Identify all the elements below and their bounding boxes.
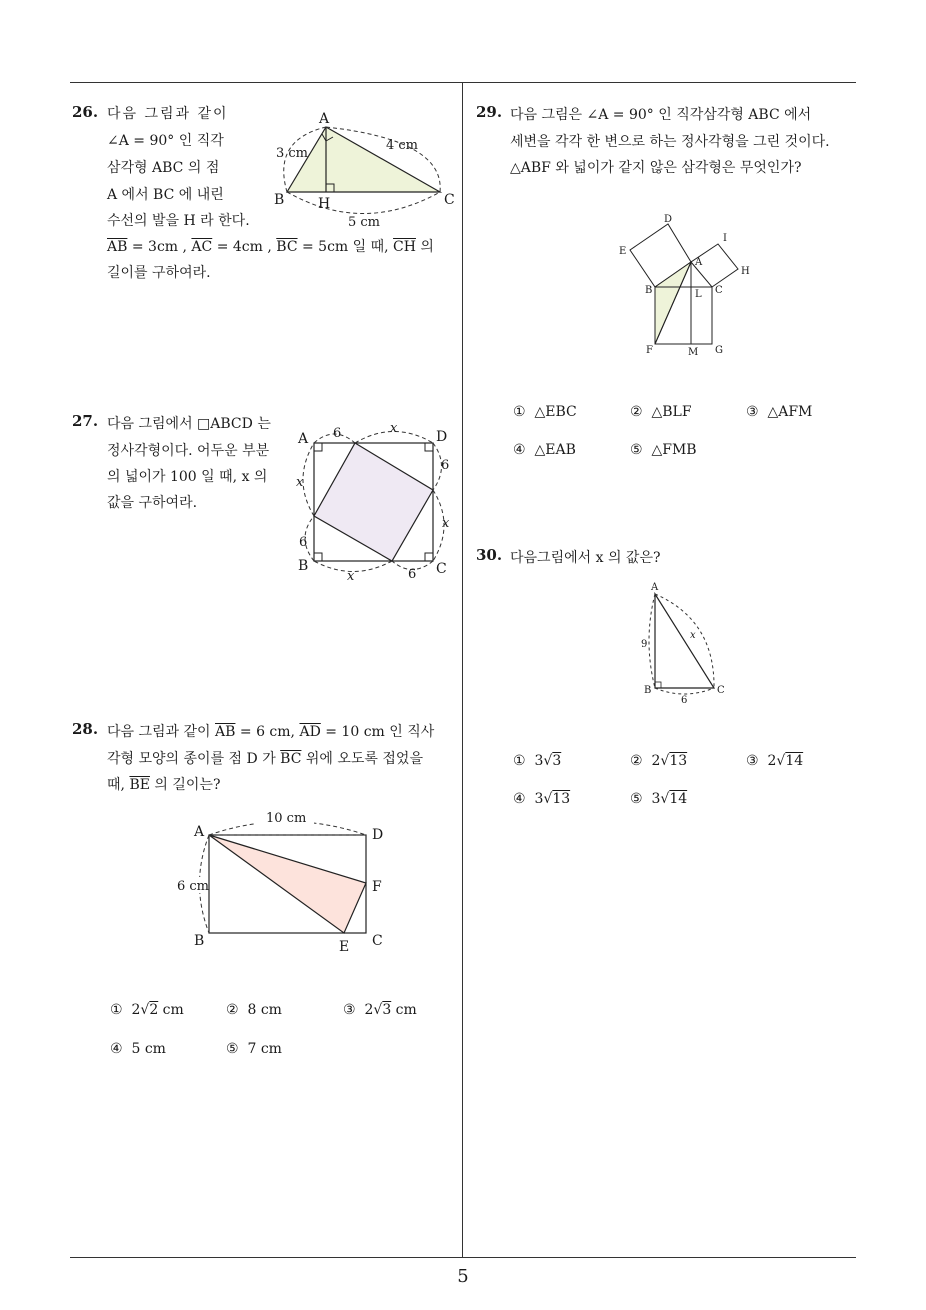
- svg-text:B: B: [645, 285, 653, 296]
- q28-choice-2[interactable]: ② 8 cm: [226, 1002, 282, 1018]
- svg-text:H: H: [741, 266, 750, 277]
- q30-choice-2[interactable]: ② 2√13: [630, 753, 688, 769]
- q29-choice-2[interactable]: ② △BLF: [630, 404, 692, 420]
- q29-choice-1[interactable]: ① △EBC: [513, 404, 577, 420]
- q30-choice-5[interactable]: ⑤ 3√14: [630, 791, 688, 807]
- q30-line: 다음그림에서 x 의 값은?: [510, 550, 661, 566]
- svg-text:6 cm: 6 cm: [177, 879, 210, 894]
- svg-text:B: B: [644, 685, 652, 696]
- svg-text:x: x: [442, 516, 450, 531]
- svg-text:x: x: [390, 421, 398, 436]
- q28-line-2: 각형 모양의 종이를 점 D 가 $\overline{BC}$ 위에 오도록 접었을: [107, 751, 423, 767]
- svg-text:6: 6: [441, 458, 450, 473]
- question-number: 27.: [72, 412, 99, 430]
- q30-choice-4[interactable]: ④ 3√13: [513, 791, 571, 807]
- q26-line-7: 길이를 구하여라.: [107, 265, 211, 281]
- svg-text:6: 6: [681, 695, 688, 706]
- q28-choice-1[interactable]: ① 2√2 cm: [110, 1002, 184, 1018]
- q28-line-1: 다음 그림과 같이 $\overline{AB} = 6$ cm, $\overline{AD} = 10$ cm 인 직사: [107, 724, 435, 740]
- q29-choice-5[interactable]: ⑤ △FMB: [630, 442, 697, 458]
- q28-line-3: 때, $\overline{BE}$ 의 길이는?: [107, 777, 221, 793]
- svg-text:B: B: [274, 192, 285, 208]
- q26-line-1: 다음 그림과 같이: [107, 106, 229, 122]
- svg-text:B: B: [194, 933, 205, 949]
- q27-line-2: 정사각형이다. 어두운 부분: [107, 443, 270, 459]
- question-number: 28.: [72, 720, 99, 738]
- q28-choice-4[interactable]: ④ 5 cm: [110, 1041, 166, 1057]
- svg-text:D: D: [372, 827, 384, 843]
- bottom-rule: [70, 1257, 856, 1258]
- q26-line-6: $\overline{AB} = 3cm$ , $\overline{AC} = 4cm$ , $\overline{BC} = 5cm$ 일 때, $\overline{CH}$ 의: [107, 239, 434, 255]
- q26-line-4: A 에서 BC 에 내린: [107, 187, 224, 203]
- svg-text:6: 6: [333, 426, 342, 441]
- page-number: 5: [457, 1266, 469, 1287]
- svg-text:F: F: [372, 879, 382, 895]
- q27-line-1: 다음 그림에서 □ABCD 는: [107, 416, 271, 432]
- q29-line-1: 다음 그림은 ∠A = 90° 인 직각삼각형 ABC 에서: [510, 107, 812, 123]
- svg-text:B: B: [298, 558, 309, 574]
- q29-choice-3[interactable]: ③ △AFM: [746, 404, 813, 420]
- svg-text:F: F: [646, 345, 653, 356]
- svg-text:x: x: [296, 475, 304, 490]
- svg-text:A: A: [651, 582, 659, 593]
- svg-text:A: A: [319, 111, 330, 127]
- svg-text:6: 6: [299, 535, 308, 550]
- q30-choice-1[interactable]: ① 3√3: [513, 753, 562, 769]
- svg-text:4 cm: 4 cm: [386, 138, 419, 153]
- svg-text:A: A: [695, 257, 703, 268]
- q26-line-3: 삼각형 ABC 의 점: [107, 160, 220, 176]
- q29-line-2: 세변을 각각 한 변으로 하는 정사각형을 그린 것이다.: [510, 134, 830, 150]
- svg-text:C: C: [444, 192, 455, 208]
- svg-text:E: E: [619, 246, 627, 257]
- svg-text:C: C: [717, 685, 725, 696]
- svg-text:C: C: [715, 285, 723, 296]
- svg-text:C: C: [436, 561, 447, 577]
- svg-text:G: G: [715, 345, 723, 356]
- question-number: 29.: [476, 103, 503, 121]
- svg-text:A: A: [194, 824, 205, 840]
- q29-choice-4[interactable]: ④ △EAB: [513, 442, 576, 458]
- svg-text:x: x: [690, 630, 696, 641]
- question-number: 30.: [476, 546, 503, 564]
- svg-text:x: x: [347, 569, 355, 584]
- svg-text:D: D: [436, 429, 448, 445]
- q29-line-3: △ABF 와 넓이가 같지 않은 삼각형은 무엇인가?: [510, 160, 802, 176]
- q26-line-2: ∠A = 90° 인 직각: [107, 133, 224, 149]
- svg-text:L: L: [695, 289, 702, 300]
- svg-text:9: 9: [641, 639, 648, 650]
- svg-text:3 cm: 3 cm: [276, 146, 309, 161]
- svg-text:C: C: [372, 933, 383, 949]
- svg-text:M: M: [688, 347, 699, 358]
- svg-text:A: A: [298, 431, 309, 447]
- svg-text:H: H: [318, 196, 331, 212]
- q28-choice-3[interactable]: ③ 2√3 cm: [343, 1002, 417, 1018]
- svg-text:I: I: [723, 233, 727, 244]
- q30-choice-3[interactable]: ③ 2√14: [746, 753, 804, 769]
- q27-line-3: 의 넓이가 100 일 때, x 의: [107, 469, 268, 485]
- svg-text:D: D: [664, 214, 673, 225]
- svg-text:5 cm: 5 cm: [348, 215, 381, 230]
- q27-line-4: 값을 구하여라.: [107, 495, 198, 511]
- svg-text:E: E: [339, 939, 350, 955]
- svg-text:10 cm: 10 cm: [266, 811, 307, 826]
- svg-text:6: 6: [408, 567, 417, 582]
- q26-line-5: 수선의 발을 H 라 한다.: [107, 213, 250, 229]
- question-number: 26.: [72, 103, 99, 121]
- q28-choice-5[interactable]: ⑤ 7 cm: [226, 1041, 282, 1057]
